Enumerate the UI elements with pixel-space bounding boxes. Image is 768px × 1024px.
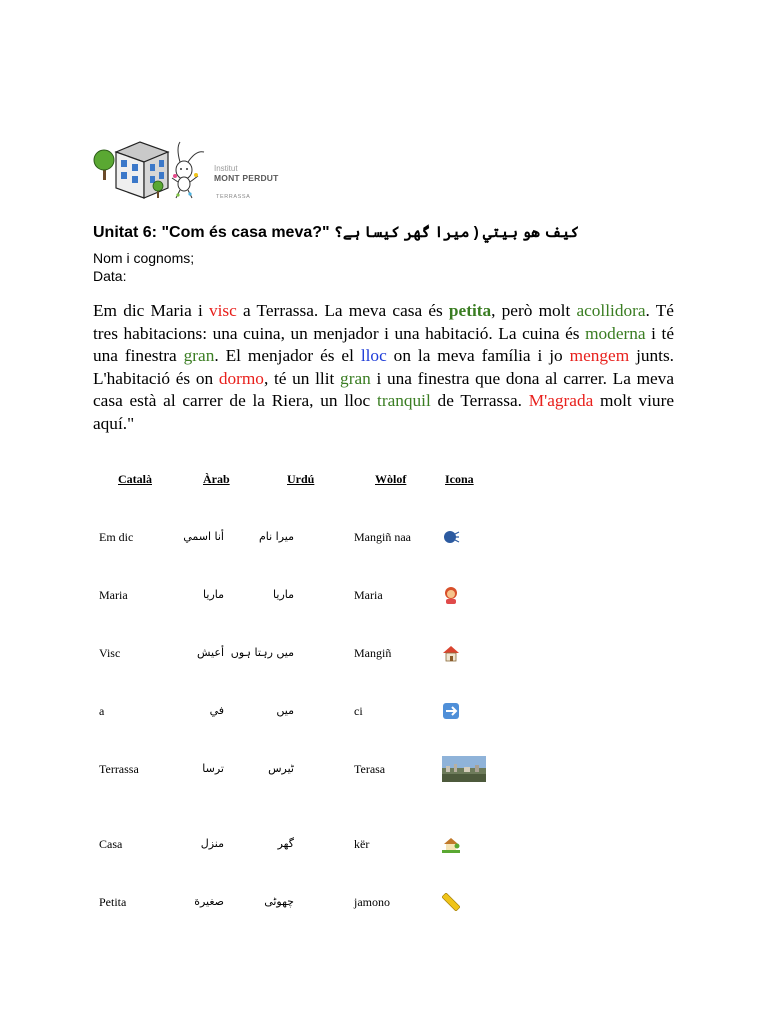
header-catala: Català — [118, 472, 152, 486]
paragraph-text: molt viure aquí." — [93, 391, 674, 433]
title-latin: Unitat 6: "Com és casa meva?" — [93, 224, 330, 241]
paragraph-text: Em dic Maria i — [93, 301, 209, 320]
cell-wolof: ci — [354, 704, 363, 718]
paragraph-text: i té una finestra — [93, 323, 674, 366]
logo-line-2: MONT PERDUT — [214, 173, 279, 183]
cell-wolof: jamono — [354, 895, 390, 909]
cell-arab: ماريا — [203, 588, 224, 601]
right-arrow-icon — [442, 702, 460, 720]
house-garden-icon — [442, 835, 460, 853]
cell-catala: Maria — [99, 588, 128, 602]
cell-arab: صغيرة — [194, 895, 224, 908]
highlighted-word: lloc — [360, 346, 387, 366]
cell-wolof: Mangiñ — [354, 646, 392, 660]
paragraph-text: , però molt — [491, 301, 577, 320]
cell-arab: أنا اسمي — [183, 530, 224, 543]
highlighted-word: gran — [340, 368, 371, 388]
house-icon — [442, 644, 460, 662]
highlighted-word: tranquil — [377, 391, 431, 411]
highlighted-word: M'agrada — [528, 391, 594, 411]
paragraph-text: de Terrassa. — [430, 391, 529, 411]
cell-catala: a — [99, 704, 105, 718]
cell-urdu: ٹیرس — [268, 762, 294, 775]
highlighted-word: mengem — [569, 346, 630, 366]
highlighted-word: visc — [208, 301, 237, 320]
paragraph-text: . El menjador és el — [214, 346, 361, 366]
title-arabic-urdu: كيف هو بيتي ( ميرا گھر كيسا ہے؟ — [334, 224, 580, 241]
cell-wolof: Mangiñ naa — [354, 530, 411, 544]
highlighted-word: moderna — [585, 323, 646, 343]
cell-catala: Casa — [99, 837, 123, 851]
highlighted-word: acollidora — [576, 301, 646, 320]
cell-wolof: Maria — [354, 588, 383, 602]
paragraph-text: i una finestra que dona al carrer. La meva casa està al carrer de la Riera, un lloc — [93, 368, 674, 411]
paragraph-text: junts. L'habitació és on — [93, 346, 674, 388]
logo-line-1: Institut — [214, 164, 238, 173]
cell-urdu: گھر — [277, 837, 294, 850]
header-urdu: Urdú — [287, 472, 315, 486]
speaking-head-icon — [442, 528, 460, 546]
date-label: Data: — [93, 268, 127, 284]
cell-arab: في — [209, 704, 224, 717]
header-wolof: Wòlof — [375, 472, 407, 486]
cell-urdu: ماریا — [273, 588, 294, 601]
cell-catala: Terrassa — [99, 762, 139, 776]
reading-paragraph — [93, 300, 674, 436]
paragraph-text: a Terrassa. La meva casa és — [236, 301, 449, 320]
header-icona: Icona — [445, 472, 474, 486]
highlighted-word: petita — [448, 301, 492, 320]
paragraph-text: , té un llit — [263, 368, 341, 388]
cell-urdu: چھوٹی — [264, 895, 294, 908]
header-arab: Àrab — [203, 472, 230, 486]
cell-catala: Em dic — [99, 530, 134, 544]
city-photo-icon — [442, 756, 486, 782]
page-title — [93, 223, 579, 242]
cell-wolof: Terasa — [354, 762, 386, 776]
highlighted-word: gran — [183, 346, 215, 366]
cell-wolof: kër — [354, 837, 370, 851]
ruler-icon — [442, 893, 460, 911]
paragraph-text: on la meva família i jo — [386, 346, 570, 366]
cell-urdu: میں — [276, 704, 294, 717]
cell-urdu: میرا نام — [258, 530, 294, 543]
cell-arab: أعيش — [197, 646, 224, 659]
cell-arab: منزل — [200, 837, 224, 850]
cell-urdu: میں رہتا ہوں — [230, 646, 294, 659]
woman-icon — [442, 586, 460, 604]
paragraph-text: . Té tres habitacions: una cuina, un menjador i una habitació. La cuina és — [93, 301, 674, 343]
cell-arab: ترسا — [202, 762, 224, 775]
logo-line-3: TERRASSA — [216, 194, 251, 200]
school-logo-text — [214, 164, 279, 200]
cell-catala: Petita — [99, 895, 127, 909]
highlighted-word: dormo — [218, 368, 264, 388]
name-label: Nom i cognoms; — [93, 250, 195, 266]
cell-catala: Visc — [99, 646, 121, 660]
